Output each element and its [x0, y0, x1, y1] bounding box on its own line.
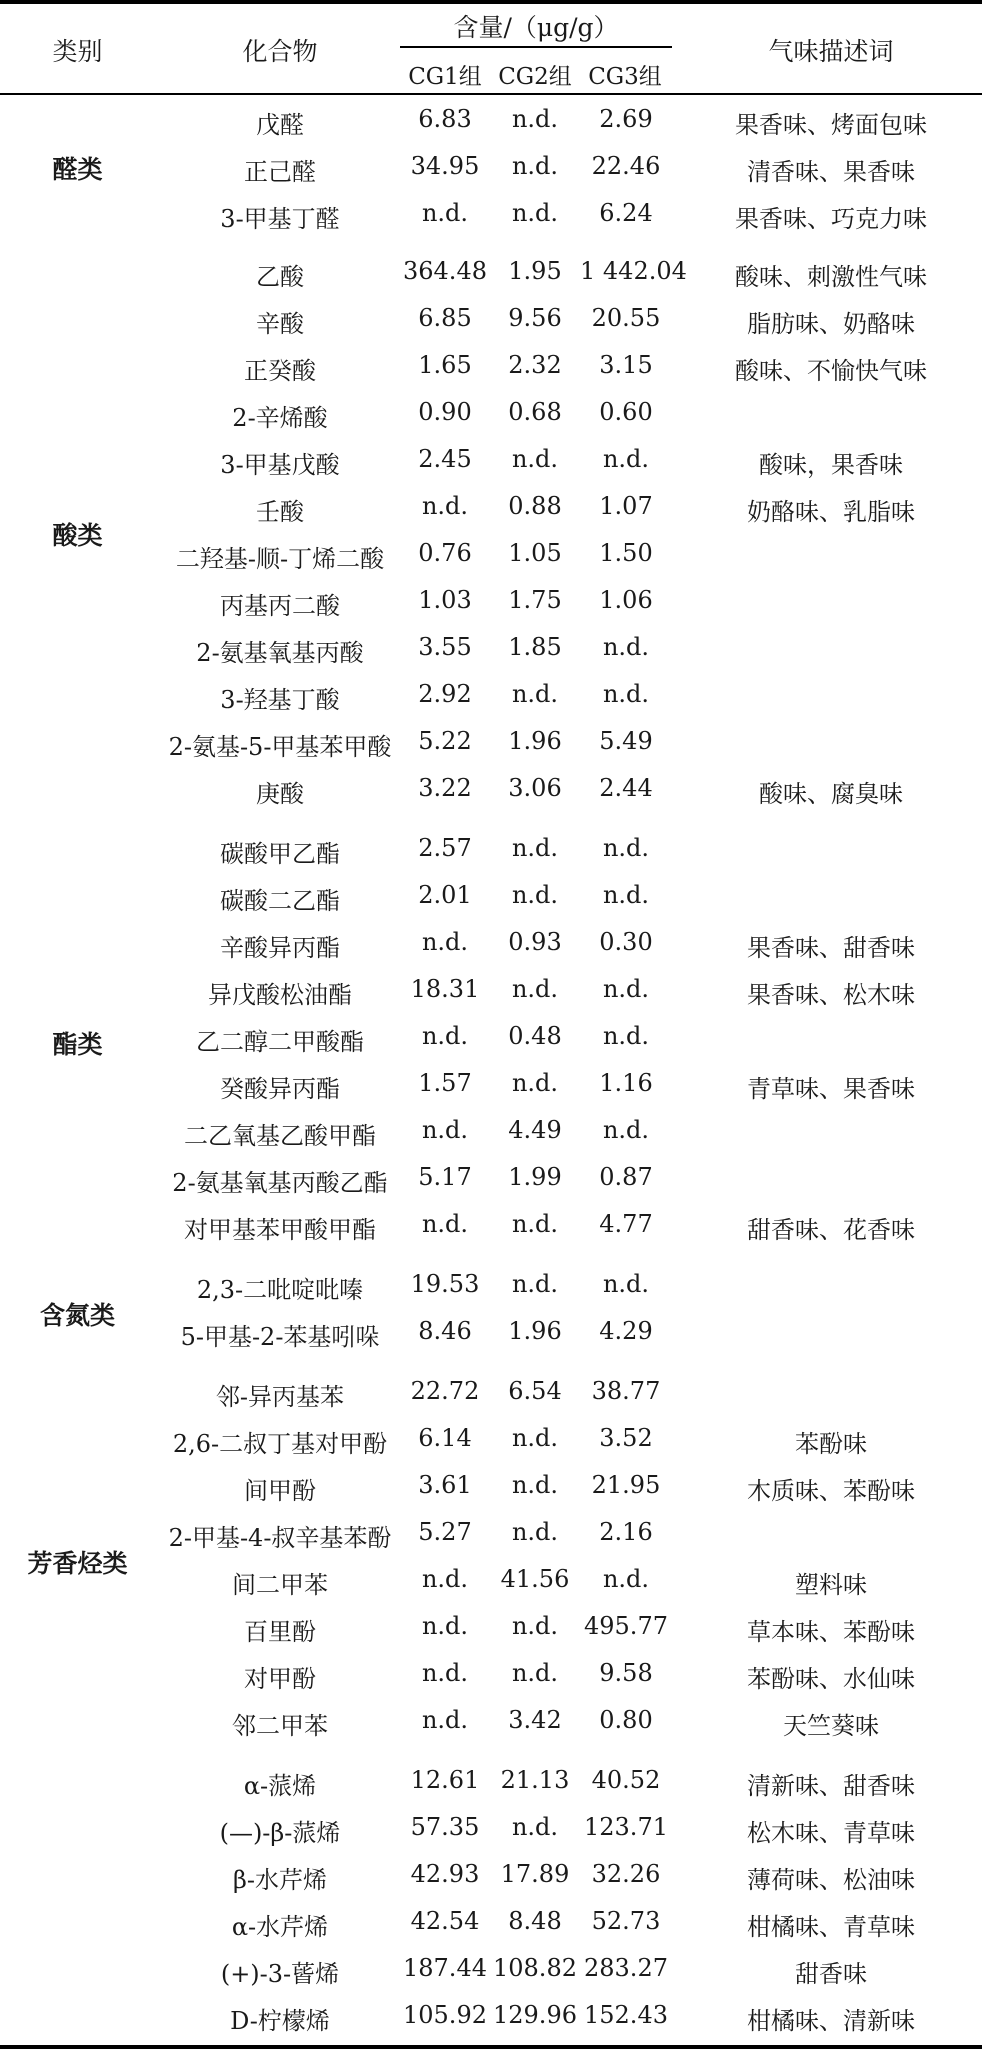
cell-v2: 8.48 [508, 1907, 562, 1935]
cell-v2: 6.54 [508, 1377, 562, 1405]
cell-compound: 异戊酸松油酯 [208, 981, 352, 1009]
cell-v2: n.d. [511, 1813, 559, 1841]
cell-v3: 9.58 [599, 1659, 653, 1687]
cell-compound: 二乙氧基乙酸甲酯 [184, 1122, 376, 1150]
cell-v2: n.d. [511, 1210, 559, 1238]
table-row [0, 1161, 982, 1197]
cell-odor: 酸味，果香味 [759, 451, 903, 479]
cell-v2: 1.99 [508, 1163, 562, 1191]
table-row [0, 1020, 982, 1056]
cell-odor: 酸味、腐臭味 [759, 780, 903, 808]
cell-compound: α-蒎烯 [243, 1772, 317, 1800]
cell-v1: 5.27 [418, 1518, 472, 1546]
cell-v2: n.d. [511, 199, 559, 227]
cell-v2: 2.32 [508, 351, 562, 379]
cell-v1: 57.35 [410, 1813, 480, 1841]
cell-v2: 1.75 [508, 586, 562, 614]
cell-v1: 42.93 [410, 1860, 480, 1888]
cell-odor: 奶酪味、乳脂味 [747, 498, 915, 526]
cell-v3: 52.73 [591, 1907, 661, 1935]
cell-v3: 38.77 [591, 1377, 661, 1405]
table-row [0, 255, 982, 291]
cell-compound: (—)-β-蒎烯 [219, 1819, 341, 1847]
cell-v1: 6.14 [418, 1424, 472, 1452]
table-row [0, 631, 982, 667]
cell-v3: 20.55 [591, 304, 661, 332]
cell-odor: 果香味、巧克力味 [735, 205, 927, 233]
cell-v3: n.d. [602, 633, 650, 661]
table-row [0, 1375, 982, 1411]
cell-v3: 4.29 [599, 1317, 653, 1345]
cell-v1: 3.22 [418, 774, 472, 802]
table-row [0, 1268, 982, 1304]
table-row [0, 1952, 982, 1988]
cell-v3: n.d. [602, 445, 650, 473]
cell-odor: 柑橘味、清新味 [747, 2007, 915, 2035]
cell-v1: 2.92 [418, 680, 472, 708]
cell-v1: 3.55 [418, 633, 472, 661]
cell-v3: 3.15 [599, 351, 653, 379]
cell-odor: 脂肪味、奶酪味 [747, 310, 915, 338]
cell-compound: 碳酸二乙酯 [220, 887, 340, 915]
cell-compound: 5-甲基-2-苯基吲哚 [180, 1323, 380, 1351]
cell-compound: 邻-异丙基苯 [215, 1383, 345, 1411]
table-row [0, 443, 982, 479]
cell-v2: n.d. [511, 1270, 559, 1298]
header-cg3: CG3组 [588, 64, 662, 90]
table-row [0, 150, 982, 186]
table-row [0, 197, 982, 233]
cell-compound: 百里酚 [244, 1618, 316, 1646]
cell-compound: 3-羟基丁酸 [220, 686, 340, 714]
category-aldehydes: 醛类 [52, 155, 103, 184]
cell-v2: 0.93 [508, 928, 562, 956]
cell-compound: 戊醛 [256, 111, 304, 139]
cell-v1: 1.65 [418, 351, 472, 379]
cell-v3: 1.16 [599, 1069, 653, 1097]
cell-v2: n.d. [511, 152, 559, 180]
table-top-rule [0, 0, 982, 4]
cell-v1: n.d. [421, 1116, 469, 1144]
cell-v3: 283.27 [584, 1954, 668, 1982]
cell-v2: n.d. [511, 881, 559, 909]
cell-compound: 间甲酚 [244, 1477, 316, 1505]
cell-odor: 天竺葵味 [783, 1712, 879, 1740]
cell-v1: 364.48 [403, 257, 487, 285]
cell-odor: 薄荷味、松油味 [747, 1866, 915, 1894]
cell-v1: n.d. [421, 1022, 469, 1050]
cell-v1: 5.17 [418, 1163, 472, 1191]
header-category: 类别 [52, 37, 103, 66]
cell-v2: 108.82 [493, 1954, 577, 1982]
cell-v3: 0.30 [599, 928, 653, 956]
cell-odor: 苯酚味、水仙味 [747, 1665, 915, 1693]
cell-compound: 丙基丙二酸 [220, 592, 340, 620]
cell-v3: n.d. [602, 680, 650, 708]
cell-compound: 2-氨基氧基丙酸 [196, 639, 364, 667]
cell-v3: 2.44 [599, 774, 653, 802]
table-row [0, 926, 982, 962]
table-row [0, 1811, 982, 1847]
cell-compound: 癸酸异丙酯 [220, 1075, 340, 1103]
cell-v3: 32.26 [591, 1860, 661, 1888]
cell-odor: 甜香味、花香味 [747, 1216, 915, 1244]
cell-compound: 邻二甲苯 [232, 1712, 328, 1740]
table-row [0, 879, 982, 915]
cell-odor: 柑橘味、青草味 [747, 1913, 915, 1941]
category-nitrogen: 含氮类 [39, 1301, 115, 1330]
table-row [0, 1905, 982, 1941]
cell-v3: 40.52 [591, 1766, 661, 1794]
cell-v2: n.d. [511, 680, 559, 708]
table-row [0, 1657, 982, 1693]
cell-compound: 乙二醇二甲酸酯 [196, 1028, 364, 1056]
cell-v1: 1.03 [418, 586, 472, 614]
cell-odor: 酸味、刺激性气味 [735, 263, 927, 291]
cell-v1: 34.95 [410, 152, 480, 180]
cell-v1: 187.44 [403, 1954, 487, 1982]
cell-odor: 甜香味 [795, 1960, 867, 1988]
cell-compound: 对甲酚 [244, 1665, 316, 1693]
cell-v1: 19.53 [410, 1270, 480, 1298]
cell-v3: 1.07 [599, 492, 653, 520]
cell-v1: 2.01 [418, 881, 472, 909]
table-row [0, 103, 982, 139]
cell-v1: 6.83 [418, 105, 472, 133]
cell-v1: n.d. [421, 1210, 469, 1238]
cell-v2: 17.89 [500, 1860, 570, 1888]
cell-v3: 5.49 [599, 727, 653, 755]
cell-v1: 5.22 [418, 727, 472, 755]
cell-v3: n.d. [602, 1022, 650, 1050]
cell-v3: 495.77 [584, 1612, 668, 1640]
cell-compound: 3-甲基戊酸 [220, 451, 340, 479]
cell-odor: 酸味、不愉快气味 [735, 357, 927, 385]
cell-compound: 间二甲苯 [232, 1571, 328, 1599]
category-acids: 酸类 [52, 521, 103, 550]
header-compound: 化合物 [242, 37, 318, 66]
category-esters: 酯类 [52, 1030, 103, 1059]
cell-compound: 正己醛 [244, 158, 316, 186]
cell-odor: 塑料味 [795, 1571, 867, 1599]
cell-odor: 青草味、果香味 [747, 1075, 915, 1103]
cell-v3: 1.06 [599, 586, 653, 614]
table-header-rule [0, 93, 982, 95]
cell-v2: n.d. [511, 105, 559, 133]
cell-v3: 3.52 [599, 1424, 653, 1452]
cell-v3: 0.80 [599, 1706, 653, 1734]
table-row [0, 1764, 982, 1800]
cell-compound: 2-辛烯酸 [232, 404, 328, 432]
header-cg1: CG1组 [408, 64, 482, 90]
cell-v2: n.d. [511, 445, 559, 473]
cell-v2: 21.13 [500, 1766, 570, 1794]
cell-compound: 正癸酸 [244, 357, 316, 385]
cell-v2: 3.42 [508, 1706, 562, 1734]
cell-v1: 0.90 [418, 398, 472, 426]
table-row [0, 1516, 982, 1552]
cell-v2: n.d. [511, 1518, 559, 1546]
cell-v1: 2.45 [418, 445, 472, 473]
cell-compound: 二羟基-顺-丁烯二酸 [175, 545, 385, 573]
cell-v1: n.d. [421, 1612, 469, 1640]
table-row [0, 832, 982, 868]
table-row [0, 678, 982, 714]
table-row [0, 725, 982, 761]
table-row [0, 1610, 982, 1646]
cell-v3: n.d. [602, 834, 650, 862]
cell-v1: 8.46 [418, 1317, 472, 1345]
cell-v2: 4.49 [508, 1116, 562, 1144]
table-row [0, 1422, 982, 1458]
cell-compound: 2,6-二叔丁基对甲酚 [172, 1430, 388, 1458]
cell-v2: n.d. [511, 1659, 559, 1687]
table-row [0, 1999, 982, 2035]
cell-v1: 22.72 [410, 1377, 480, 1405]
cell-v2: 0.48 [508, 1022, 562, 1050]
cell-v3: 2.16 [599, 1518, 653, 1546]
cell-v3: 6.24 [599, 199, 653, 227]
table-row [0, 1563, 982, 1599]
cell-compound: 辛酸异丙酯 [220, 934, 340, 962]
cell-v3: n.d. [602, 881, 650, 909]
cell-v2: 129.96 [493, 2001, 577, 2029]
cell-compound: 碳酸甲乙酯 [220, 840, 340, 868]
cell-compound: 辛酸 [256, 310, 304, 338]
cell-odor: 苯酚味 [795, 1430, 867, 1458]
cell-compound: 庚酸 [256, 780, 304, 808]
cell-compound: 2-氨基氧基丙酸乙酯 [172, 1169, 388, 1197]
cell-v1: n.d. [421, 928, 469, 956]
cell-v1: n.d. [421, 492, 469, 520]
cell-v3: 123.71 [584, 1813, 668, 1841]
cell-v2: 3.06 [508, 774, 562, 802]
cell-v2: n.d. [511, 834, 559, 862]
cell-v1: 105.92 [403, 2001, 487, 2029]
table-row [0, 302, 982, 338]
cell-compound: (+)-3-蒈烯 [220, 1960, 340, 1988]
cell-v3: 4.77 [599, 1210, 653, 1238]
cell-compound: 2,3-二吡啶吡嗪 [196, 1276, 364, 1304]
cell-v3: n.d. [602, 975, 650, 1003]
category-aromatics: 芳香烃类 [27, 1549, 128, 1578]
cell-compound: 壬酸 [256, 498, 304, 526]
cell-v1: 42.54 [410, 1907, 480, 1935]
cell-compound: α-水芹烯 [231, 1913, 329, 1941]
cell-v3: 1 442.04 [580, 257, 687, 285]
cell-odor: 清香味、果香味 [747, 158, 915, 186]
cell-v2: 1.05 [508, 539, 562, 567]
table-row [0, 1114, 982, 1150]
table-row [0, 1067, 982, 1103]
cell-v3: n.d. [602, 1270, 650, 1298]
table-row [0, 537, 982, 573]
cell-v1: n.d. [421, 1706, 469, 1734]
cell-odor: 果香味、松木味 [747, 981, 915, 1009]
table-row [0, 490, 982, 526]
cell-compound: 2-甲基-4-叔辛基苯酚 [168, 1524, 392, 1552]
cell-compound: 乙酸 [256, 263, 304, 291]
cell-v3: 21.95 [591, 1471, 661, 1499]
header-content-rule [400, 46, 672, 48]
cell-v1: 12.61 [410, 1766, 480, 1794]
cell-v3: 22.46 [591, 152, 661, 180]
table-row [0, 1208, 982, 1244]
cell-odor: 清新味、甜香味 [747, 1772, 915, 1800]
cell-v3: 2.69 [599, 105, 653, 133]
cell-v1: n.d. [421, 199, 469, 227]
cell-v3: 0.87 [599, 1163, 653, 1191]
cell-v3: n.d. [602, 1116, 650, 1144]
cell-odor: 果香味、甜香味 [747, 934, 915, 962]
cell-v1: 6.85 [418, 304, 472, 332]
cell-v1: 2.57 [418, 834, 472, 862]
cell-compound: D-柠檬烯 [230, 2007, 330, 2035]
cell-v2: 9.56 [508, 304, 562, 332]
cell-odor: 果香味、烤面包味 [735, 111, 927, 139]
cell-v2: 1.96 [508, 1317, 562, 1345]
cell-odor: 松木味、青草味 [747, 1819, 915, 1847]
cell-v1: 1.57 [418, 1069, 472, 1097]
header-content: 含量/（μg/g） [453, 13, 619, 42]
table-row [0, 584, 982, 620]
cell-v2: 0.88 [508, 492, 562, 520]
table-row [0, 1858, 982, 1894]
cell-v2: n.d. [511, 1069, 559, 1097]
table-row [0, 1704, 982, 1740]
header-cg2: CG2组 [498, 64, 572, 90]
cell-v3: 0.60 [599, 398, 653, 426]
table-row [0, 1315, 982, 1351]
cell-v2: 1.96 [508, 727, 562, 755]
cell-compound: β-水芹烯 [233, 1866, 327, 1894]
cell-v2: 41.56 [500, 1565, 570, 1593]
cell-v3: 1.50 [599, 539, 653, 567]
cell-v1: n.d. [421, 1659, 469, 1687]
cell-v1: 0.76 [418, 539, 472, 567]
cell-v2: n.d. [511, 1612, 559, 1640]
header-odor: 气味描述词 [768, 37, 894, 66]
cell-v2: n.d. [511, 975, 559, 1003]
cell-v1: 3.61 [418, 1471, 472, 1499]
table-row [0, 973, 982, 1009]
cell-v1: 18.31 [410, 975, 480, 1003]
cell-v2: 1.85 [508, 633, 562, 661]
table-bottom-rule [0, 2045, 982, 2049]
cell-v3: n.d. [602, 1565, 650, 1593]
cell-odor: 草本味、苯酚味 [747, 1618, 915, 1646]
table-row [0, 772, 982, 808]
table-row [0, 349, 982, 385]
cell-odor: 木质味、苯酚味 [747, 1477, 915, 1505]
cell-v1: n.d. [421, 1565, 469, 1593]
cell-v2: 1.95 [508, 257, 562, 285]
cell-v2: n.d. [511, 1424, 559, 1452]
table-row [0, 396, 982, 432]
cell-v2: 0.68 [508, 398, 562, 426]
cell-v3: 152.43 [584, 2001, 668, 2029]
cell-compound: 对甲基苯甲酸甲酯 [184, 1216, 376, 1244]
cell-compound: 2-氨基-5-甲基苯甲酸 [168, 733, 392, 761]
cell-v2: n.d. [511, 1471, 559, 1499]
cell-compound: 3-甲基丁醛 [220, 205, 340, 233]
table-row [0, 1469, 982, 1505]
